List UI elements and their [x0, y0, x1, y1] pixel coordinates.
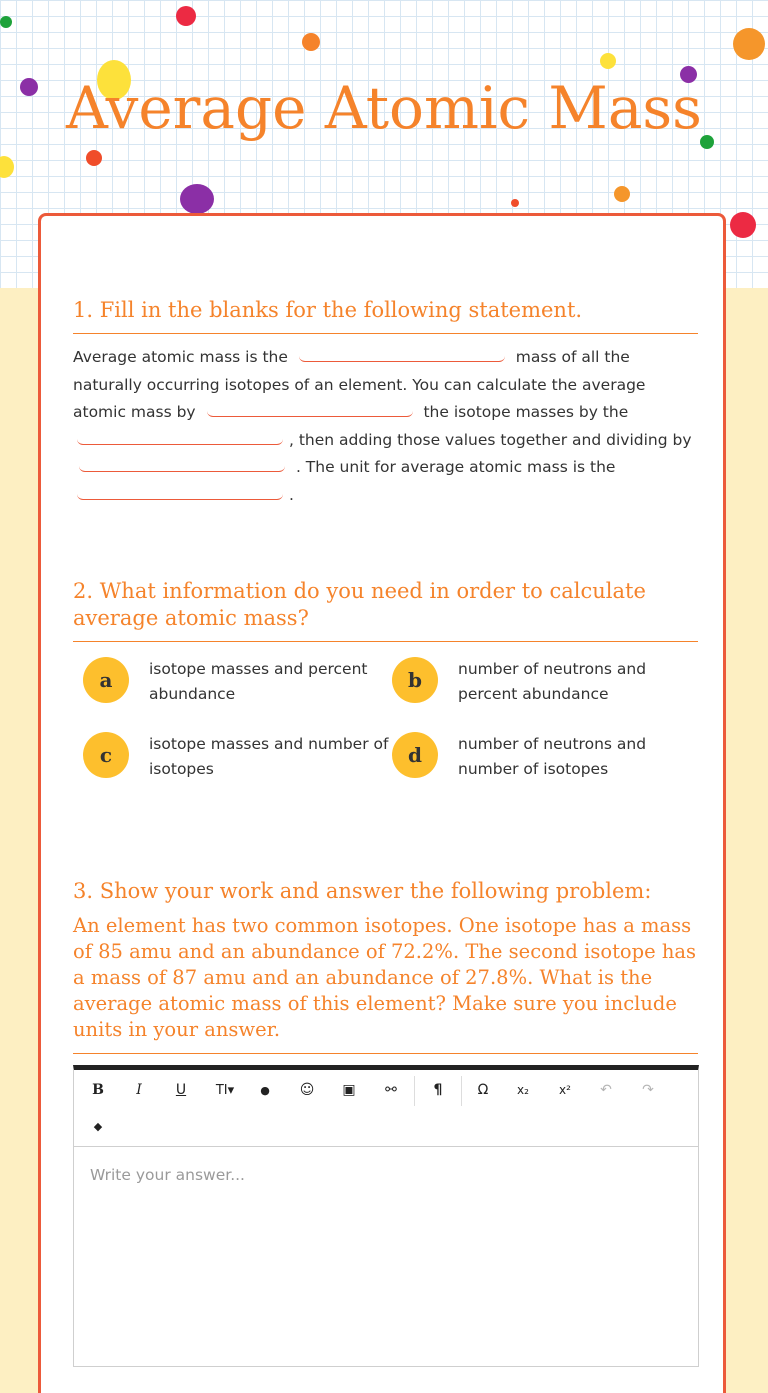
- worksheet-card: [38, 213, 726, 1393]
- question-1-text-part: the isotope masses by the: [423, 403, 629, 421]
- toolbar-divider: [414, 1076, 415, 1106]
- option-letter: c: [83, 732, 129, 778]
- editor-toolbar: [74, 1070, 698, 1147]
- eraser-icon[interactable]: ◆: [93, 1119, 103, 1133]
- italic-button[interactable]: I: [136, 1082, 142, 1098]
- superscript-button[interactable]: x²: [559, 1083, 571, 1097]
- fill-blank-3[interactable]: [77, 427, 283, 445]
- question-3-body: An element has two common isotopes. One isotope has a mass of 85 amu and an abundance of 72.2%. The second isotope has a mass of 87 amu and an abundance of 27.8%. What is the average atomic mass of this element? Make sure you include units in your answer.: [73, 913, 698, 1054]
- option-text: number of neutrons and percent abundance: [458, 660, 647, 703]
- question-2-heading: 2. What information do you need in order to calculate average atomic mass?: [73, 578, 698, 642]
- link-icon[interactable]: ⚯: [385, 1082, 397, 1098]
- paint-splat: [511, 199, 519, 207]
- redo-icon[interactable]: ↷: [642, 1082, 654, 1098]
- fill-blank-2[interactable]: [207, 399, 413, 417]
- paint-splat: [730, 212, 756, 238]
- paint-splat: [0, 16, 12, 28]
- paragraph-icon[interactable]: ¶: [433, 1082, 443, 1098]
- fill-blank-4[interactable]: [79, 454, 285, 472]
- question-1-text: [73, 344, 698, 509]
- fill-blank-5[interactable]: [77, 482, 283, 500]
- paint-splat: [86, 150, 102, 166]
- paint-splat: [176, 6, 196, 26]
- option-letter: a: [83, 657, 129, 703]
- toolbar-divider: [461, 1076, 462, 1106]
- option-text: number of neutrons and number of isotopes: [458, 735, 647, 778]
- paint-splat: [600, 53, 616, 69]
- paint-splat: [733, 28, 765, 60]
- option-letter: d: [392, 732, 438, 778]
- emoji-icon[interactable]: ☺: [299, 1082, 315, 1098]
- page-title: Average Atomic Mass: [66, 74, 702, 142]
- option-text: isotope masses and percent abundance: [149, 660, 368, 703]
- paint-splat: [614, 186, 630, 202]
- text-size-button[interactable]: TI▾: [215, 1082, 235, 1098]
- image-icon[interactable]: ▣: [342, 1082, 356, 1098]
- question-1-text-part: mass of all the naturally occurring isotopes of an element. You can calculate the average atomic mass by: [73, 348, 646, 421]
- question-1-text-part: Average atomic mass is the: [73, 348, 288, 366]
- answer-input[interactable]: Write your answer...: [90, 1166, 245, 1184]
- bold-button[interactable]: B: [92, 1082, 104, 1098]
- subscript-button[interactable]: x₂: [517, 1083, 529, 1097]
- underline-button[interactable]: U: [175, 1082, 187, 1098]
- paint-splat: [180, 184, 214, 214]
- paint-splat: [302, 33, 320, 51]
- question-1-text-part: , then adding those values together and dividing by: [289, 430, 692, 449]
- fill-blank-1[interactable]: [299, 344, 505, 362]
- answer-editor: [73, 1065, 699, 1367]
- option-letter: b: [392, 657, 438, 703]
- question-1-heading: 1. Fill in the blanks for the following statement.: [73, 297, 698, 334]
- text-color-icon[interactable]: ●: [260, 1083, 270, 1097]
- undo-icon[interactable]: ↶: [600, 1082, 612, 1098]
- option-text: isotope masses and number of isotopes: [149, 735, 389, 778]
- question-1-text-part: .: [289, 485, 294, 504]
- omega-icon[interactable]: Ω: [477, 1082, 489, 1098]
- question-1-text-part: . The unit for average atomic mass is the: [295, 458, 616, 476]
- question-3-heading: 3. Show your work and answer the following problem:: [73, 879, 652, 903]
